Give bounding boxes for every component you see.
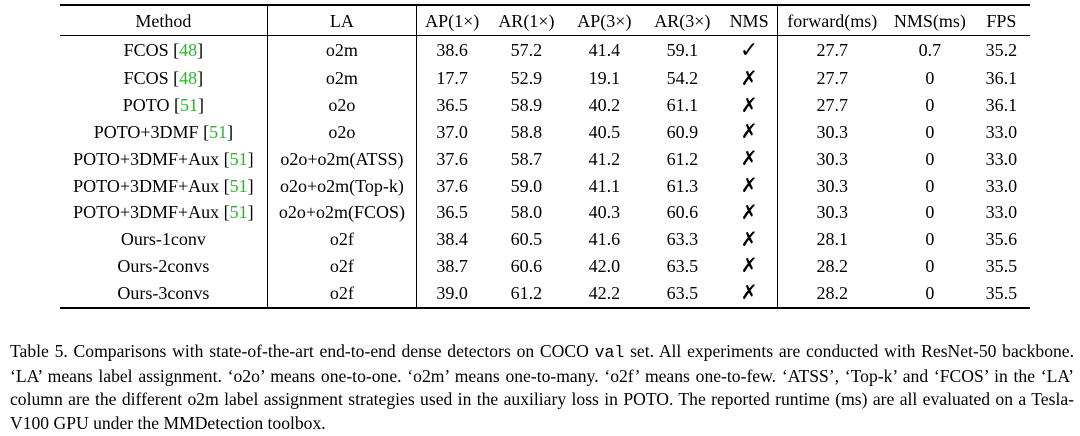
- cell-ap1x: 38.6: [436, 40, 468, 61]
- header-ar1x: AR(1×): [498, 11, 555, 31]
- cell-method: POTO+3DMF [51]: [60, 119, 267, 146]
- caption-text-start: Table 5. Comparisons with state-of-the-art end-to-end dense detectors on COCO: [10, 341, 595, 361]
- method-name: POTO+3DMF: [93, 121, 199, 142]
- method-name: FCOS: [123, 68, 169, 89]
- cell-fps: 36.1: [985, 95, 1018, 116]
- table-body: [60, 36, 1030, 308]
- header-method: Method: [60, 5, 267, 36]
- cell-la: o2m: [267, 36, 416, 66]
- table-header-row: [60, 5, 1030, 36]
- cell-method: POTO+3DMF+Aux [51]: [60, 146, 267, 173]
- caption-code-val: val: [594, 343, 625, 362]
- cell-nms-flag: [721, 119, 777, 146]
- cell-ar1x: 59.0: [510, 175, 543, 196]
- citation-link[interactable]: 48: [179, 40, 198, 61]
- cell-ar1x: 60.5: [510, 229, 543, 250]
- cell-la: o2o+o2m(Top-k): [267, 173, 416, 200]
- cell-nms-ms: 0: [925, 148, 935, 169]
- method-name: POTO: [122, 95, 170, 116]
- header-forward-ms: forward(ms): [787, 11, 878, 31]
- cell-fps: 35.5: [985, 282, 1018, 303]
- cross-icon: ✗: [740, 280, 758, 305]
- method-name: FCOS: [123, 40, 169, 61]
- cell-la: o2o+o2m(ATSS): [267, 146, 416, 173]
- cell-la: o2f: [267, 253, 416, 280]
- cell-ar3x: 54.2: [666, 68, 699, 89]
- cell-ar3x: 60.6: [666, 202, 699, 223]
- cell-ap1x: 37.0: [436, 121, 468, 142]
- cell-ar1x: 57.2: [510, 40, 543, 61]
- cell-method: FCOS [48]: [60, 66, 267, 93]
- cell-nms-flag: [721, 173, 777, 200]
- cell-la: o2o+o2m(FCOS): [267, 199, 416, 226]
- cell-fps: 33.0: [985, 148, 1018, 169]
- table-row: [60, 119, 1030, 146]
- cell-nms-ms: 0: [925, 255, 935, 276]
- cell-fps: 33.0: [985, 121, 1018, 142]
- header-ap3x: AP(3×): [577, 11, 632, 31]
- cell-fps: 33.0: [985, 175, 1018, 196]
- cross-icon: ✗: [740, 119, 758, 144]
- cross-icon: ✗: [740, 173, 758, 198]
- header-nms-ms: NMS(ms): [893, 11, 966, 31]
- cell-nms-flag: [721, 253, 777, 280]
- header-ap1x: AP(1×): [425, 11, 480, 31]
- cell-fps: 35.6: [985, 229, 1018, 250]
- cell-method: POTO [51]: [60, 92, 267, 119]
- cell-nms-ms: 0: [925, 229, 935, 250]
- cell-ar3x: 61.2: [666, 148, 699, 169]
- header-fps: FPS: [986, 11, 1017, 31]
- header-ar3x: AR(3×): [654, 11, 711, 31]
- cell-ap3x: 41.4: [588, 40, 621, 61]
- table-row: [60, 36, 1030, 66]
- cell-ap1x: 38.7: [436, 255, 468, 276]
- cell-fps: 35.2: [985, 40, 1018, 61]
- checkmark-icon: ✓: [739, 37, 759, 63]
- cell-ar1x: 58.0: [510, 202, 543, 223]
- header-nms: NMS: [721, 5, 777, 36]
- cell-ar1x: 61.2: [510, 282, 543, 303]
- header-la: LA: [267, 5, 416, 36]
- cell-la: o2f: [267, 280, 416, 308]
- table-row: [60, 66, 1030, 93]
- cell-ar1x: 52.9: [510, 68, 543, 89]
- cell-ap1x: 37.6: [436, 148, 468, 169]
- cell-ar3x: 63.5: [666, 255, 699, 276]
- cell-ar3x: 63.5: [666, 282, 699, 303]
- method-name: Ours-1conv: [120, 229, 206, 250]
- cell-nms-flag: [721, 146, 777, 173]
- cell-nms-flag: [721, 66, 777, 93]
- cross-icon: ✗: [740, 199, 758, 224]
- cell-ap1x: 36.5: [436, 202, 468, 223]
- cell-fps: 35.5: [985, 255, 1018, 276]
- cell-method: POTO+3DMF+Aux [51]: [60, 199, 267, 226]
- cell-fps: 33.0: [985, 202, 1018, 223]
- cell-forward-ms: 30.3: [816, 121, 849, 142]
- cell-nms-flag: [721, 280, 777, 308]
- cell-ar3x: 61.3: [666, 175, 699, 196]
- cell-ap3x: 40.2: [588, 95, 621, 116]
- cell-nms-ms: 0: [925, 282, 935, 303]
- citation-link[interactable]: 51: [209, 121, 228, 142]
- cell-ar1x: 60.6: [510, 255, 543, 276]
- cell-forward-ms: 30.3: [816, 148, 849, 169]
- cell-ap3x: 41.1: [588, 175, 621, 196]
- cell-method: [60, 280, 267, 308]
- cell-ap1x: 38.4: [436, 229, 468, 250]
- method-name: POTO+3DMF+Aux: [73, 148, 220, 169]
- cell-nms-ms: 0: [925, 121, 935, 142]
- cell-nms-ms: 0: [925, 175, 935, 196]
- cell-method: POTO+3DMF+Aux [51]: [60, 173, 267, 200]
- method-name: POTO+3DMF+Aux: [73, 202, 220, 223]
- caption-text-end: set. All experiments are conducted with ResNet-50 backbone. ‘LA’ means label assignment. ‘o2o’ means one-to-one. ‘o2m’ means one-to-many. ‘o2f’ means one-to-few. ‘ATSS’, ‘Top-k’ and ‘FCOS’ in the ‘LA’ column are the different o2m label assignment strategies used in the auxiliary loss in POTO. The reported runtime (ms) are all evaluated on a Tesla-V100 GPU under the MMDetection toolbox.: [10, 341, 1074, 433]
- citation-link[interactable]: 51: [179, 95, 198, 116]
- citation-link[interactable]: 51: [229, 148, 248, 169]
- cell-ar1x: 58.7: [510, 148, 543, 169]
- table-row: [60, 199, 1030, 226]
- cell-forward-ms: 27.7: [816, 95, 849, 116]
- cell-ar3x: 63.3: [666, 229, 699, 250]
- cell-nms-ms: 0: [925, 202, 935, 223]
- cell-method: [60, 226, 267, 253]
- cross-icon: ✗: [740, 65, 758, 90]
- citation-link[interactable]: 48: [179, 68, 198, 89]
- cell-ap3x: 19.1: [588, 68, 621, 89]
- cross-icon: ✗: [740, 92, 758, 117]
- cell-ap1x: 36.5: [436, 95, 468, 116]
- cell-fps: 36.1: [985, 68, 1018, 89]
- cell-nms-flag: [721, 92, 777, 119]
- cell-ap1x: 17.7: [436, 68, 468, 89]
- comparison-table-container: [60, 4, 1030, 309]
- cell-ar3x: 60.9: [666, 121, 699, 142]
- cell-nms-ms: 0: [925, 68, 935, 89]
- cell-forward-ms: 28.2: [816, 255, 849, 276]
- cell-ar3x: 61.1: [666, 95, 699, 116]
- cell-ar1x: 58.8: [510, 121, 543, 142]
- cell-la: o2m: [267, 66, 416, 93]
- method-name: POTO+3DMF+Aux: [73, 175, 220, 196]
- cell-ap1x: 37.6: [436, 175, 468, 196]
- table-row: [60, 280, 1030, 308]
- cell-ap3x: 40.5: [588, 121, 621, 142]
- cell-forward-ms: 28.1: [816, 229, 849, 250]
- cell-ap3x: 41.6: [588, 229, 621, 250]
- cell-la: o2o: [267, 92, 416, 119]
- cell-nms-flag: [721, 226, 777, 253]
- cell-nms-ms: 0.7: [918, 40, 942, 61]
- cell-method: [60, 253, 267, 280]
- cross-icon: ✗: [740, 253, 758, 278]
- citation-link[interactable]: 51: [229, 175, 248, 196]
- cell-ar1x: 58.9: [510, 95, 543, 116]
- cross-icon: ✗: [740, 226, 758, 251]
- method-name: Ours-3convs: [117, 282, 210, 303]
- cell-forward-ms: 28.2: [816, 282, 849, 303]
- table-row: [60, 226, 1030, 253]
- cell-method: FCOS [48]: [60, 36, 267, 66]
- table-row: [60, 173, 1030, 200]
- comparison-table: [60, 4, 1030, 309]
- citation-link[interactable]: 51: [229, 202, 248, 223]
- cell-forward-ms: 27.7: [816, 40, 849, 61]
- table-row: [60, 92, 1030, 119]
- cell-ap3x: 42.0: [588, 255, 621, 276]
- table-row: [60, 253, 1030, 280]
- table-row: [60, 146, 1030, 173]
- cell-forward-ms: 27.7: [816, 68, 849, 89]
- table-caption: [10, 340, 1074, 435]
- cell-nms-ms: 0: [925, 95, 935, 116]
- cell-nms-flag: [721, 36, 777, 66]
- cell-ap3x: 42.2: [588, 282, 621, 303]
- cell-forward-ms: 30.3: [816, 202, 849, 223]
- cell-ar3x: 59.1: [666, 40, 699, 61]
- cell-nms-flag: [721, 199, 777, 226]
- cell-la: o2f: [267, 226, 416, 253]
- cross-icon: ✗: [740, 146, 758, 171]
- cell-ap3x: 41.2: [588, 148, 621, 169]
- cell-ap3x: 40.3: [588, 202, 621, 223]
- cell-la: o2o: [267, 119, 416, 146]
- cell-ap1x: 39.0: [436, 282, 468, 303]
- cell-forward-ms: 30.3: [816, 175, 849, 196]
- method-name: Ours-2convs: [117, 255, 210, 276]
